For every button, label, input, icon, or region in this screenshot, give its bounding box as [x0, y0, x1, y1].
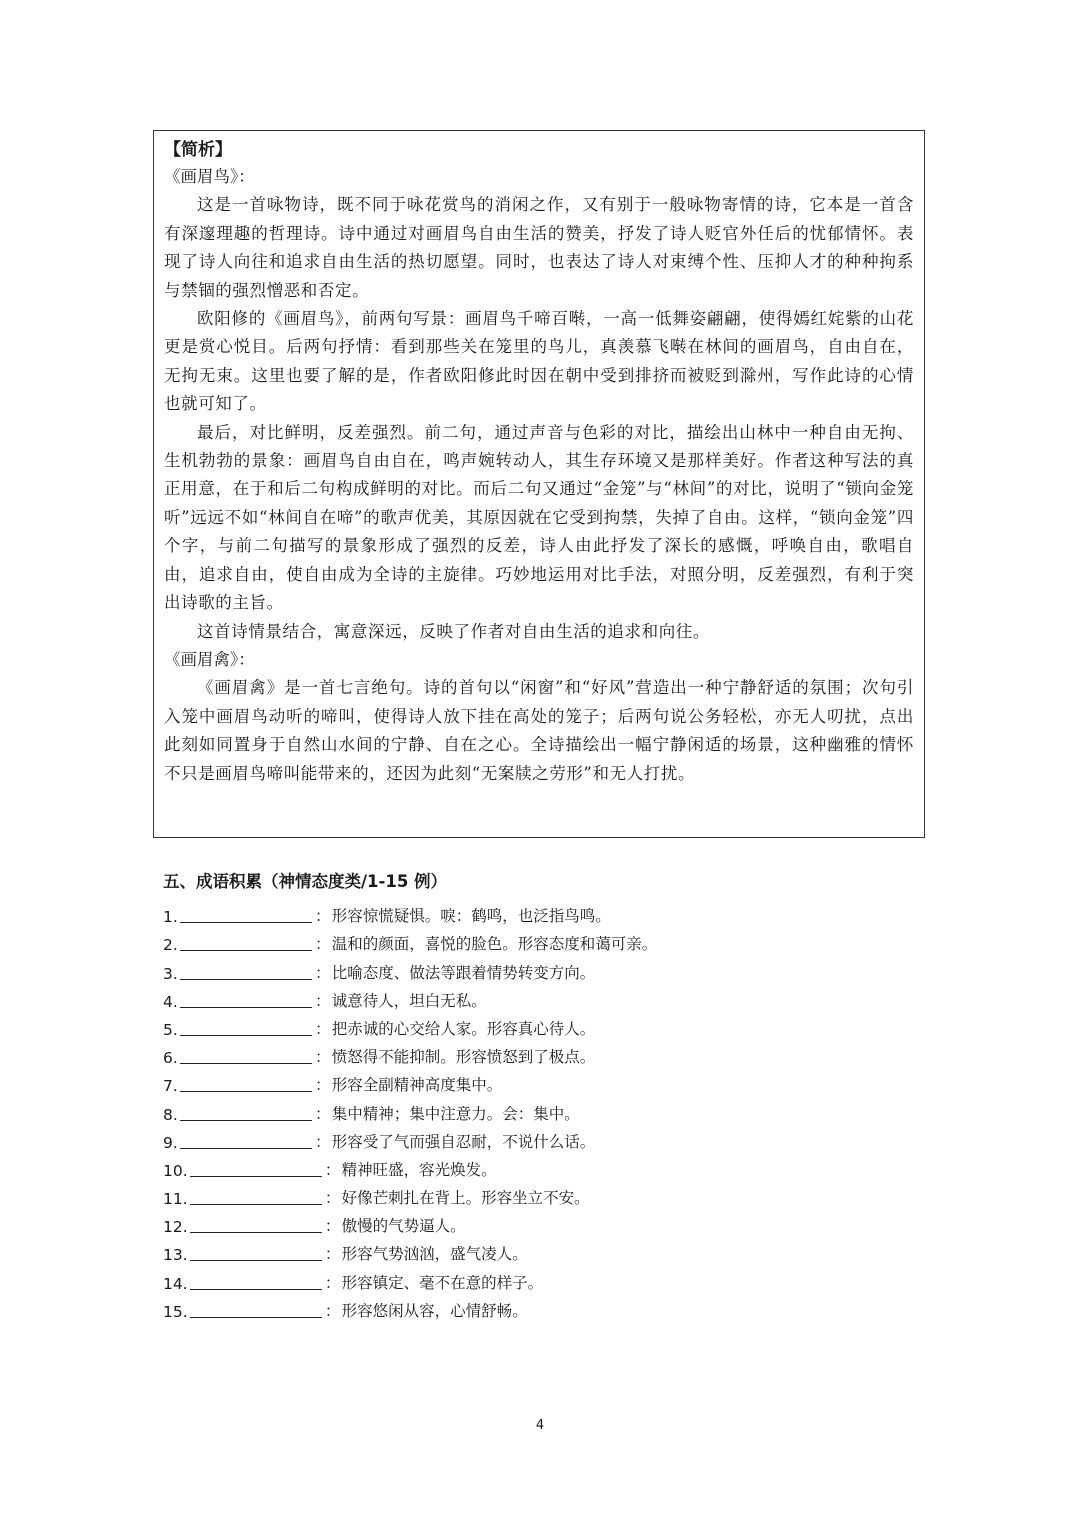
- idiom-answer-blank[interactable]: [180, 1073, 312, 1092]
- idiom-row: [163, 983, 923, 1011]
- idiom-number: 2.: [163, 936, 178, 955]
- idiom-number: 1.: [163, 908, 178, 927]
- idiom-definition: 集中精神；集中注意力。会：集中。: [331, 1104, 580, 1123]
- idiom-answer-blank[interactable]: [190, 1271, 322, 1290]
- idiom-definition: 形容镇定、毫不在意的样子。: [341, 1273, 544, 1292]
- idiom-number: 12.: [163, 1218, 188, 1237]
- idiom-definition: 把赤诚的心交给人家。形容真心待人。: [331, 1019, 596, 1038]
- idiom-row: [163, 1180, 923, 1208]
- idiom-answer-blank[interactable]: [180, 989, 312, 1008]
- idiom-definition: 好像芒刺扎在背上。形容坐立不安。: [341, 1189, 590, 1208]
- idiom-definition: 愤怒得不能抑制。形容愤怒到了极点。: [331, 1048, 596, 1067]
- idiom-colon: ：: [315, 991, 331, 1010]
- idiom-colon: ：: [315, 963, 331, 982]
- idiom-answer-blank[interactable]: [180, 932, 312, 951]
- idiom-number: 7.: [163, 1077, 178, 1096]
- idiom-colon: ：: [324, 1245, 341, 1264]
- idiom-row: [163, 898, 923, 926]
- idiom-definition: 傲慢的气势逼人。: [341, 1217, 466, 1236]
- idiom-row: [163, 954, 923, 982]
- idiom-colon: ：: [324, 1160, 341, 1179]
- idiom-answer-blank[interactable]: [190, 1242, 322, 1261]
- idiom-answer-blank[interactable]: [180, 961, 312, 980]
- idiom-row: [163, 1067, 923, 1095]
- idiom-answer-blank[interactable]: [190, 1214, 322, 1233]
- idiom-answer-blank[interactable]: [190, 1158, 322, 1177]
- idiom-definition: 形容惊慌疑惧。唳：鹤鸣，也泛指鸟鸣。: [331, 907, 611, 926]
- poem1-heading: 《画眉鸟》：: [164, 167, 255, 186]
- idiom-row: [163, 926, 923, 954]
- idiom-colon: ：: [324, 1217, 341, 1236]
- idiom-answer-blank[interactable]: [180, 904, 312, 923]
- poem2-paragraph: 《画眉禽》是一首七言绝句。诗的首句以“闲窗”和“好风”营造出一种宁静舒适的氛围；次句引入笼中画眉鸟动听的啼叫，使得诗人放下挂在高处的笼子；后两句说公务轻松，亦无人叨扰，点出此刻如同置身于自然山水间的宁静、自在之心。全诗描绘出一幅宁静闲适的场景，这种幽雅的情怀不只是画眉鸟啼叫能带来的，还因为此刻“无案牍之劳形”和无人打扰。: [164, 678, 914, 783]
- idiom-definition: 精神旺盛，容光焕发。: [341, 1160, 497, 1179]
- poem1-paragraph: 这是一首咏物诗，既不同于咏花赏鸟的消闲之作，又有别于一般咏物寄情的诗，它本是一首含有深邃理趣的哲理诗。诗中通过对画眉鸟自由生活的赞美，抒发了诗人贬官外任后的忧郁情怀。表现了诗人向往和追求自由生活的热切愿望。同时，也表达了诗人对束缚个性、压抑人才的种种拘系与禁锢的强烈憎恶和否定。: [164, 195, 914, 300]
- idiom-row: [163, 1264, 923, 1292]
- idiom-row: [163, 1011, 923, 1039]
- poem1-paragraph: 欧阳修的《画眉鸟》，前两句写景：画眉鸟千啼百啭，一高一低舞姿翩翩，使得嫣红姹紫的山花更是赏心悦目。后两句抒情：看到那些关在笼里的鸟儿，真羡慕飞啭在林间的画眉鸟，自由自在，无拘无束。这里也要了解的是，作者欧阳修此时因在朝中受到排挤而被贬到滁州，写作此诗的心情也就可知了。: [164, 309, 914, 414]
- idiom-colon: ：: [315, 1048, 331, 1067]
- idiom-number: 11.: [163, 1190, 188, 1209]
- idiom-row: [163, 1208, 923, 1236]
- idiom-definition: 诚意待人，坦白无私。: [331, 991, 487, 1010]
- idiom-row: [163, 1293, 923, 1321]
- idiom-number: 14.: [163, 1274, 188, 1293]
- idiom-row: [163, 1152, 923, 1180]
- idiom-number: 4.: [163, 992, 178, 1011]
- idiom-colon: ：: [315, 1132, 331, 1151]
- idiom-definition: 形容受了气而强自忍耐，不说什么话。: [331, 1132, 596, 1151]
- idiom-number: 15.: [163, 1302, 188, 1321]
- idiom-number: 9.: [163, 1133, 178, 1152]
- idiom-definition: 形容悠闲从容，心情舒畅。: [341, 1301, 528, 1320]
- idiom-colon: ：: [324, 1301, 341, 1320]
- idiom-number: 8.: [163, 1105, 178, 1124]
- idiom-colon: ：: [324, 1189, 341, 1208]
- idiom-definition: 形容全副精神高度集中。: [331, 1076, 503, 1095]
- idiom-definition: 比喻态度、做法等跟着情势转变方向。: [331, 963, 596, 982]
- idiom-row: [163, 1039, 923, 1067]
- analysis-title: 【简析】: [164, 140, 232, 160]
- idiom-number: 3.: [163, 964, 178, 983]
- section-title: 五、成语积累（神情态度类/1-15 例）: [163, 872, 448, 891]
- idiom-colon: ：: [315, 1076, 331, 1095]
- idiom-row: [163, 1124, 923, 1152]
- poem1-paragraph: 最后，对比鲜明，反差强烈。前二句，通过声音与色彩的对比，描绘出山林中一种自由无拘、生机勃勃的景象：画眉鸟自由自在，鸣声婉转动人，其生存环境又是那样美好。作者这种写法的真正用意，在于和后二句构成鲜明的对比。而后二句又通过“金笼”与“林间”的对比，说明了“锁向金笼听”远远不如“林间自在啼”的歌声优美，其原因就在它受到拘禁，失掉了自由。这样，“锁向金笼”四个字，与前二句描写的景象形成了强烈的反差，诗人由此抒发了深长的感慨，呼唤自由，歌唱自由，追求自由，使自由成为全诗的主旋律。巧妙地运用对比手法，对照分明，反差强烈，有利于突出诗歌的主旨。: [164, 422, 914, 613]
- idiom-colon: ：: [315, 935, 331, 954]
- idiom-colon: ：: [324, 1273, 341, 1292]
- idiom-number: 5.: [163, 1020, 178, 1039]
- idiom-number: 6.: [163, 1049, 178, 1068]
- idiom-answer-blank[interactable]: [180, 1130, 312, 1149]
- idiom-colon: ：: [315, 1104, 331, 1123]
- page-number: 4: [535, 1418, 545, 1433]
- analysis-box: [153, 130, 925, 838]
- idiom-row: [163, 1236, 923, 1264]
- idiom-colon: ：: [315, 1019, 331, 1038]
- idiom-row: [163, 1095, 923, 1123]
- poem1-paragraph: 这首诗情景结合，寓意深远，反映了作者对自由生活的追求和向往。: [197, 621, 710, 641]
- idiom-answer-blank[interactable]: [180, 1017, 312, 1036]
- idiom-answer-blank[interactable]: [190, 1186, 322, 1205]
- idiom-definition: 温和的颜面，喜悦的脸色。形容态度和蔼可亲。: [331, 935, 658, 954]
- idiom-colon: ：: [315, 907, 331, 926]
- idiom-number: 13.: [163, 1246, 188, 1265]
- idiom-number: 10.: [163, 1161, 188, 1180]
- idiom-answer-blank[interactable]: [180, 1102, 312, 1121]
- idiom-section: [163, 868, 923, 1321]
- idiom-answer-blank[interactable]: [190, 1299, 322, 1318]
- idiom-answer-blank[interactable]: [180, 1045, 312, 1064]
- idiom-definition: 形容气势汹汹，盛气凌人。: [341, 1245, 528, 1264]
- idiom-list: [163, 898, 923, 1321]
- poem2-heading: 《画眉禽》：: [164, 649, 255, 669]
